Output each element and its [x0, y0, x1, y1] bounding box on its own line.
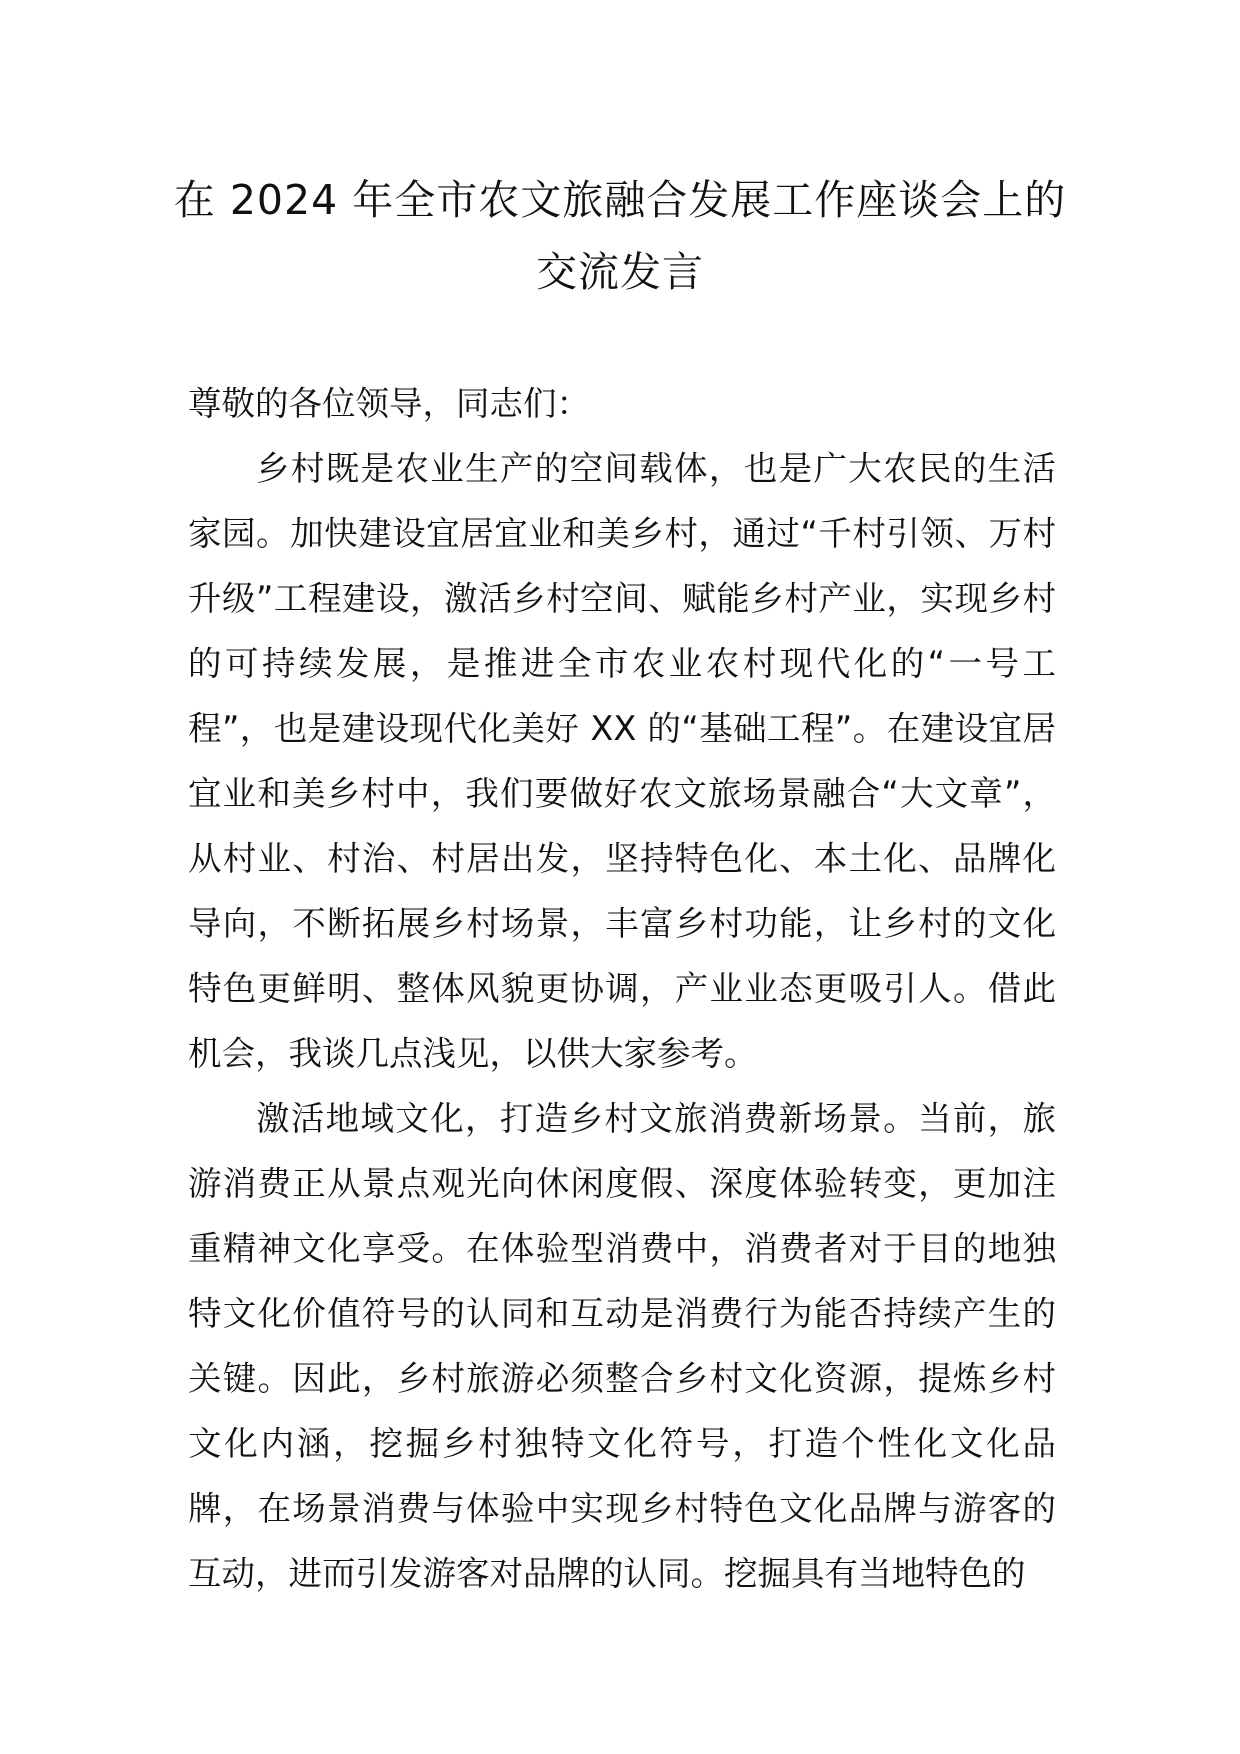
paragraph-1: 乡村既是农业生产的空间载体，也是广大农民的生活家园。加快建设宜居宜业和美乡村，通过“千村引领、万村升级”工程建设，激活乡村空间、赋能乡村产业，实现乡村的可持续发展，是推进全市农业农村现代化的“一号工程”，也是建设现代化美好 XX 的“基础工程”。在建设宜居宜业和美乡村中，我们要做好农文旅场景融合“大文章”，从村业、村治、村居出发，坚持特色化、本土化、品牌化导向，不断拓展乡村场景，丰富乡村功能，让乡村的文化特色更鲜明、整体风貌更协调，产业业态更吸引人。借此机会，我谈几点浅见，以供大家参考。 — [188, 449, 1056, 1073]
title-line-2: 交流发言 — [536, 248, 704, 296]
salutation: 尊敬的各位领导，同志们： — [188, 384, 590, 423]
document-body — [188, 371, 1056, 1606]
title-line-1: 在 2024 年全市农文旅融合发展工作座谈会上的 — [173, 176, 1067, 224]
paragraph-2: 激活地域文化，打造乡村文旅消费新场景。当前，旅游消费正从景点观光向休闲度假、深度体验转变，更加注重精神文化享受。在体验型消费中，消费者对于目的地独特文化价值符号的认同和互动是消费行为能否持续产生的关键。因此，乡村旅游必须整合乡村文化资源，提炼乡村文化内涵，挖掘乡村独特文化符号，打造个性化文化品牌，在场景消费与体验中实现乡村特色文化品牌与游客的互动，进而引发游客对品牌的认同。挖掘具有当地特色的 — [188, 1099, 1056, 1593]
document-title — [140, 164, 1100, 308]
